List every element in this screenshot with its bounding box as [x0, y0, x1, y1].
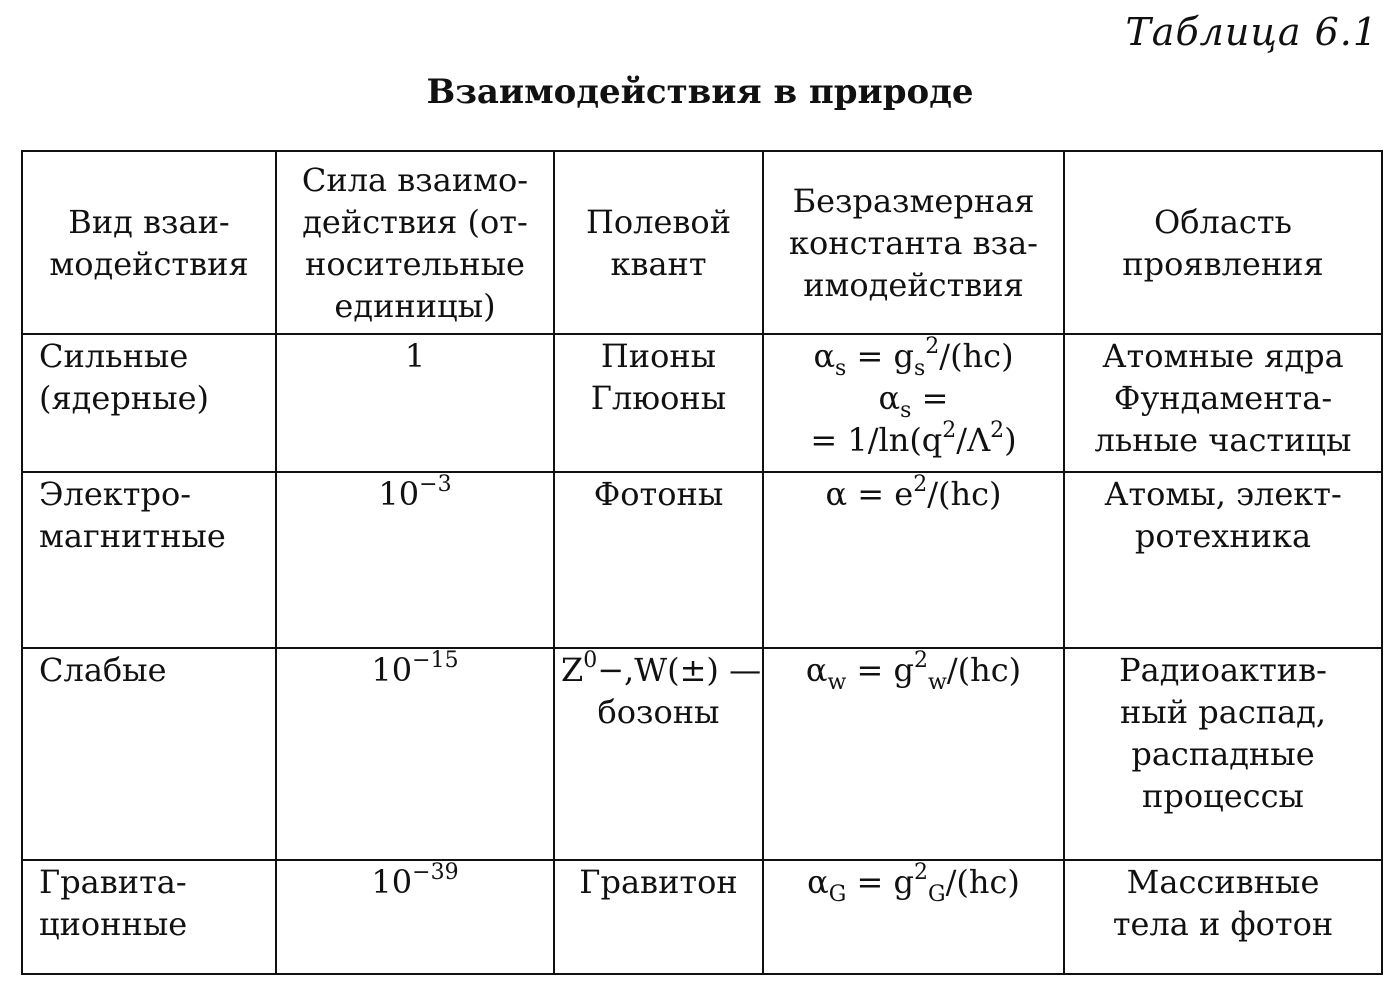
formula-text: /(hc) [945, 863, 1020, 901]
cell-constant [763, 860, 1064, 974]
alpha-symbol: α [813, 337, 836, 375]
cell-line: Фотоны [593, 475, 724, 513]
cell-line: Массивные [1126, 863, 1320, 901]
cell-quantum [554, 860, 763, 974]
formula-line [770, 860, 1057, 907]
cell-line: Атомные ядра [1102, 337, 1344, 375]
cell-strength [276, 860, 554, 974]
table-row [22, 472, 1382, 648]
strength-base: 10 [371, 863, 413, 901]
header-line: имодействия [803, 265, 1024, 304]
formula-text: /Λ [956, 421, 991, 459]
header-line: константа вза- [789, 223, 1038, 262]
cell-line: тела и фотон [1112, 905, 1334, 943]
cell-area [1064, 472, 1382, 648]
subscript: s [835, 356, 847, 381]
strength-value: 1 [404, 337, 426, 375]
formula-text: /(hc) [927, 475, 1002, 513]
table-number-label: Таблица 6.1 [1125, 10, 1378, 54]
subscript: w [827, 670, 847, 695]
cell-line: Слабые [39, 651, 167, 689]
header-line: единицы) [334, 286, 496, 325]
header-line: Область [1154, 202, 1292, 241]
formula-text: ) [1004, 421, 1017, 459]
cell-strength [276, 334, 554, 472]
table-title: Взаимодействия в природе [426, 72, 974, 112]
superscript: 2 [925, 334, 940, 359]
cell-line: льные частицы [1094, 421, 1352, 459]
formula-text: −,W(±) — [597, 651, 762, 689]
alpha-symbol: α [878, 379, 901, 417]
cell-strength [276, 648, 554, 860]
formula-text: α = e [825, 475, 914, 513]
strength-base: 10 [371, 651, 413, 689]
table-row [22, 860, 1382, 974]
cell-line: ционные [39, 905, 188, 943]
superscript: 2 [913, 472, 928, 497]
formula-text: = [911, 379, 949, 417]
header-line: проявления [1122, 244, 1324, 283]
cell-constant [763, 334, 1064, 472]
header-line: Безразмерная [792, 181, 1035, 220]
header-coupling-constant [763, 151, 1064, 334]
cell-type [22, 648, 276, 860]
table-row [22, 334, 1382, 472]
header-field-quantum [554, 151, 763, 334]
cell-area [1064, 860, 1382, 974]
formula-text: Z [561, 651, 584, 689]
cell-line: распадные [1131, 735, 1315, 773]
table-row [22, 648, 1382, 860]
formula-line [770, 419, 1057, 461]
formula-text: = g [846, 651, 914, 689]
cell-line: Глюоны [590, 379, 727, 417]
cell-line: Гравитон [579, 863, 738, 901]
superscript: 2 [990, 418, 1005, 443]
header-line: Сила взаимо- [301, 160, 529, 199]
formula-line [770, 377, 1057, 423]
formula-line [561, 648, 762, 691]
cell-line: Пионы [600, 337, 717, 375]
strength-base: 10 [378, 475, 420, 513]
header-interaction-type [22, 151, 276, 334]
cell-quantum [554, 648, 763, 860]
header-strength [276, 151, 554, 334]
cell-constant [763, 648, 1064, 860]
cell-quantum [554, 334, 763, 472]
cell-line: Радиоактив- [1119, 651, 1327, 689]
cell-area [1064, 648, 1382, 860]
formula-text: = g [846, 337, 914, 375]
cell-area [1064, 334, 1382, 472]
cell-line: магнитные [39, 517, 226, 555]
header-line: модействия [49, 244, 249, 283]
superscript: 0 [583, 648, 598, 673]
formula-line [770, 473, 1057, 515]
cell-constant [763, 472, 1064, 648]
superscript: 2 [913, 860, 928, 885]
cell-line: Фундамента- [1113, 379, 1333, 417]
cell-line: ный распад, [1119, 693, 1327, 731]
cell-line: ротехника [1134, 517, 1312, 555]
superscript: 2 [913, 648, 928, 673]
subscript: w [927, 670, 947, 695]
header-line: Вид взаи- [68, 202, 230, 241]
cell-line: Гравита- [39, 863, 187, 901]
cell-line: Атомы, элект- [1104, 475, 1342, 513]
cell-type [22, 472, 276, 648]
cell-line: Электро- [39, 475, 192, 513]
formula-text: /(hc) [939, 337, 1014, 375]
strength-exponent: −15 [412, 648, 459, 673]
formula-text: = g [846, 863, 914, 901]
cell-line: бозоны [597, 693, 720, 731]
cell-type [22, 860, 276, 974]
header-line: Полевой [585, 202, 732, 241]
subscript: G [828, 882, 847, 907]
strength-exponent: −39 [412, 860, 459, 885]
cell-quantum [554, 472, 763, 648]
alpha-symbol: α [805, 651, 828, 689]
superscript: 2 [942, 418, 957, 443]
subscript: s [900, 398, 912, 423]
formula-line [770, 648, 1057, 695]
header-line: носительные [305, 244, 525, 283]
subscript: G [927, 882, 946, 907]
cell-line: (ядерные) [39, 379, 210, 417]
interactions-table [21, 150, 1383, 975]
alpha-symbol: α [807, 863, 829, 901]
header-row [22, 151, 1382, 334]
strength-exponent: −3 [419, 472, 452, 497]
cell-line: Сильные [39, 337, 189, 375]
cell-type [22, 334, 276, 472]
formula-line [770, 334, 1057, 381]
formula-text: /(hc) [946, 651, 1022, 689]
subscript: s [913, 356, 926, 381]
cell-line: процессы [1142, 777, 1304, 815]
header-area [1064, 151, 1382, 334]
header-line: действия (от- [302, 202, 528, 241]
formula-text: = 1/ln(q [810, 421, 943, 459]
header-line: квант [610, 244, 707, 283]
cell-strength [276, 472, 554, 648]
